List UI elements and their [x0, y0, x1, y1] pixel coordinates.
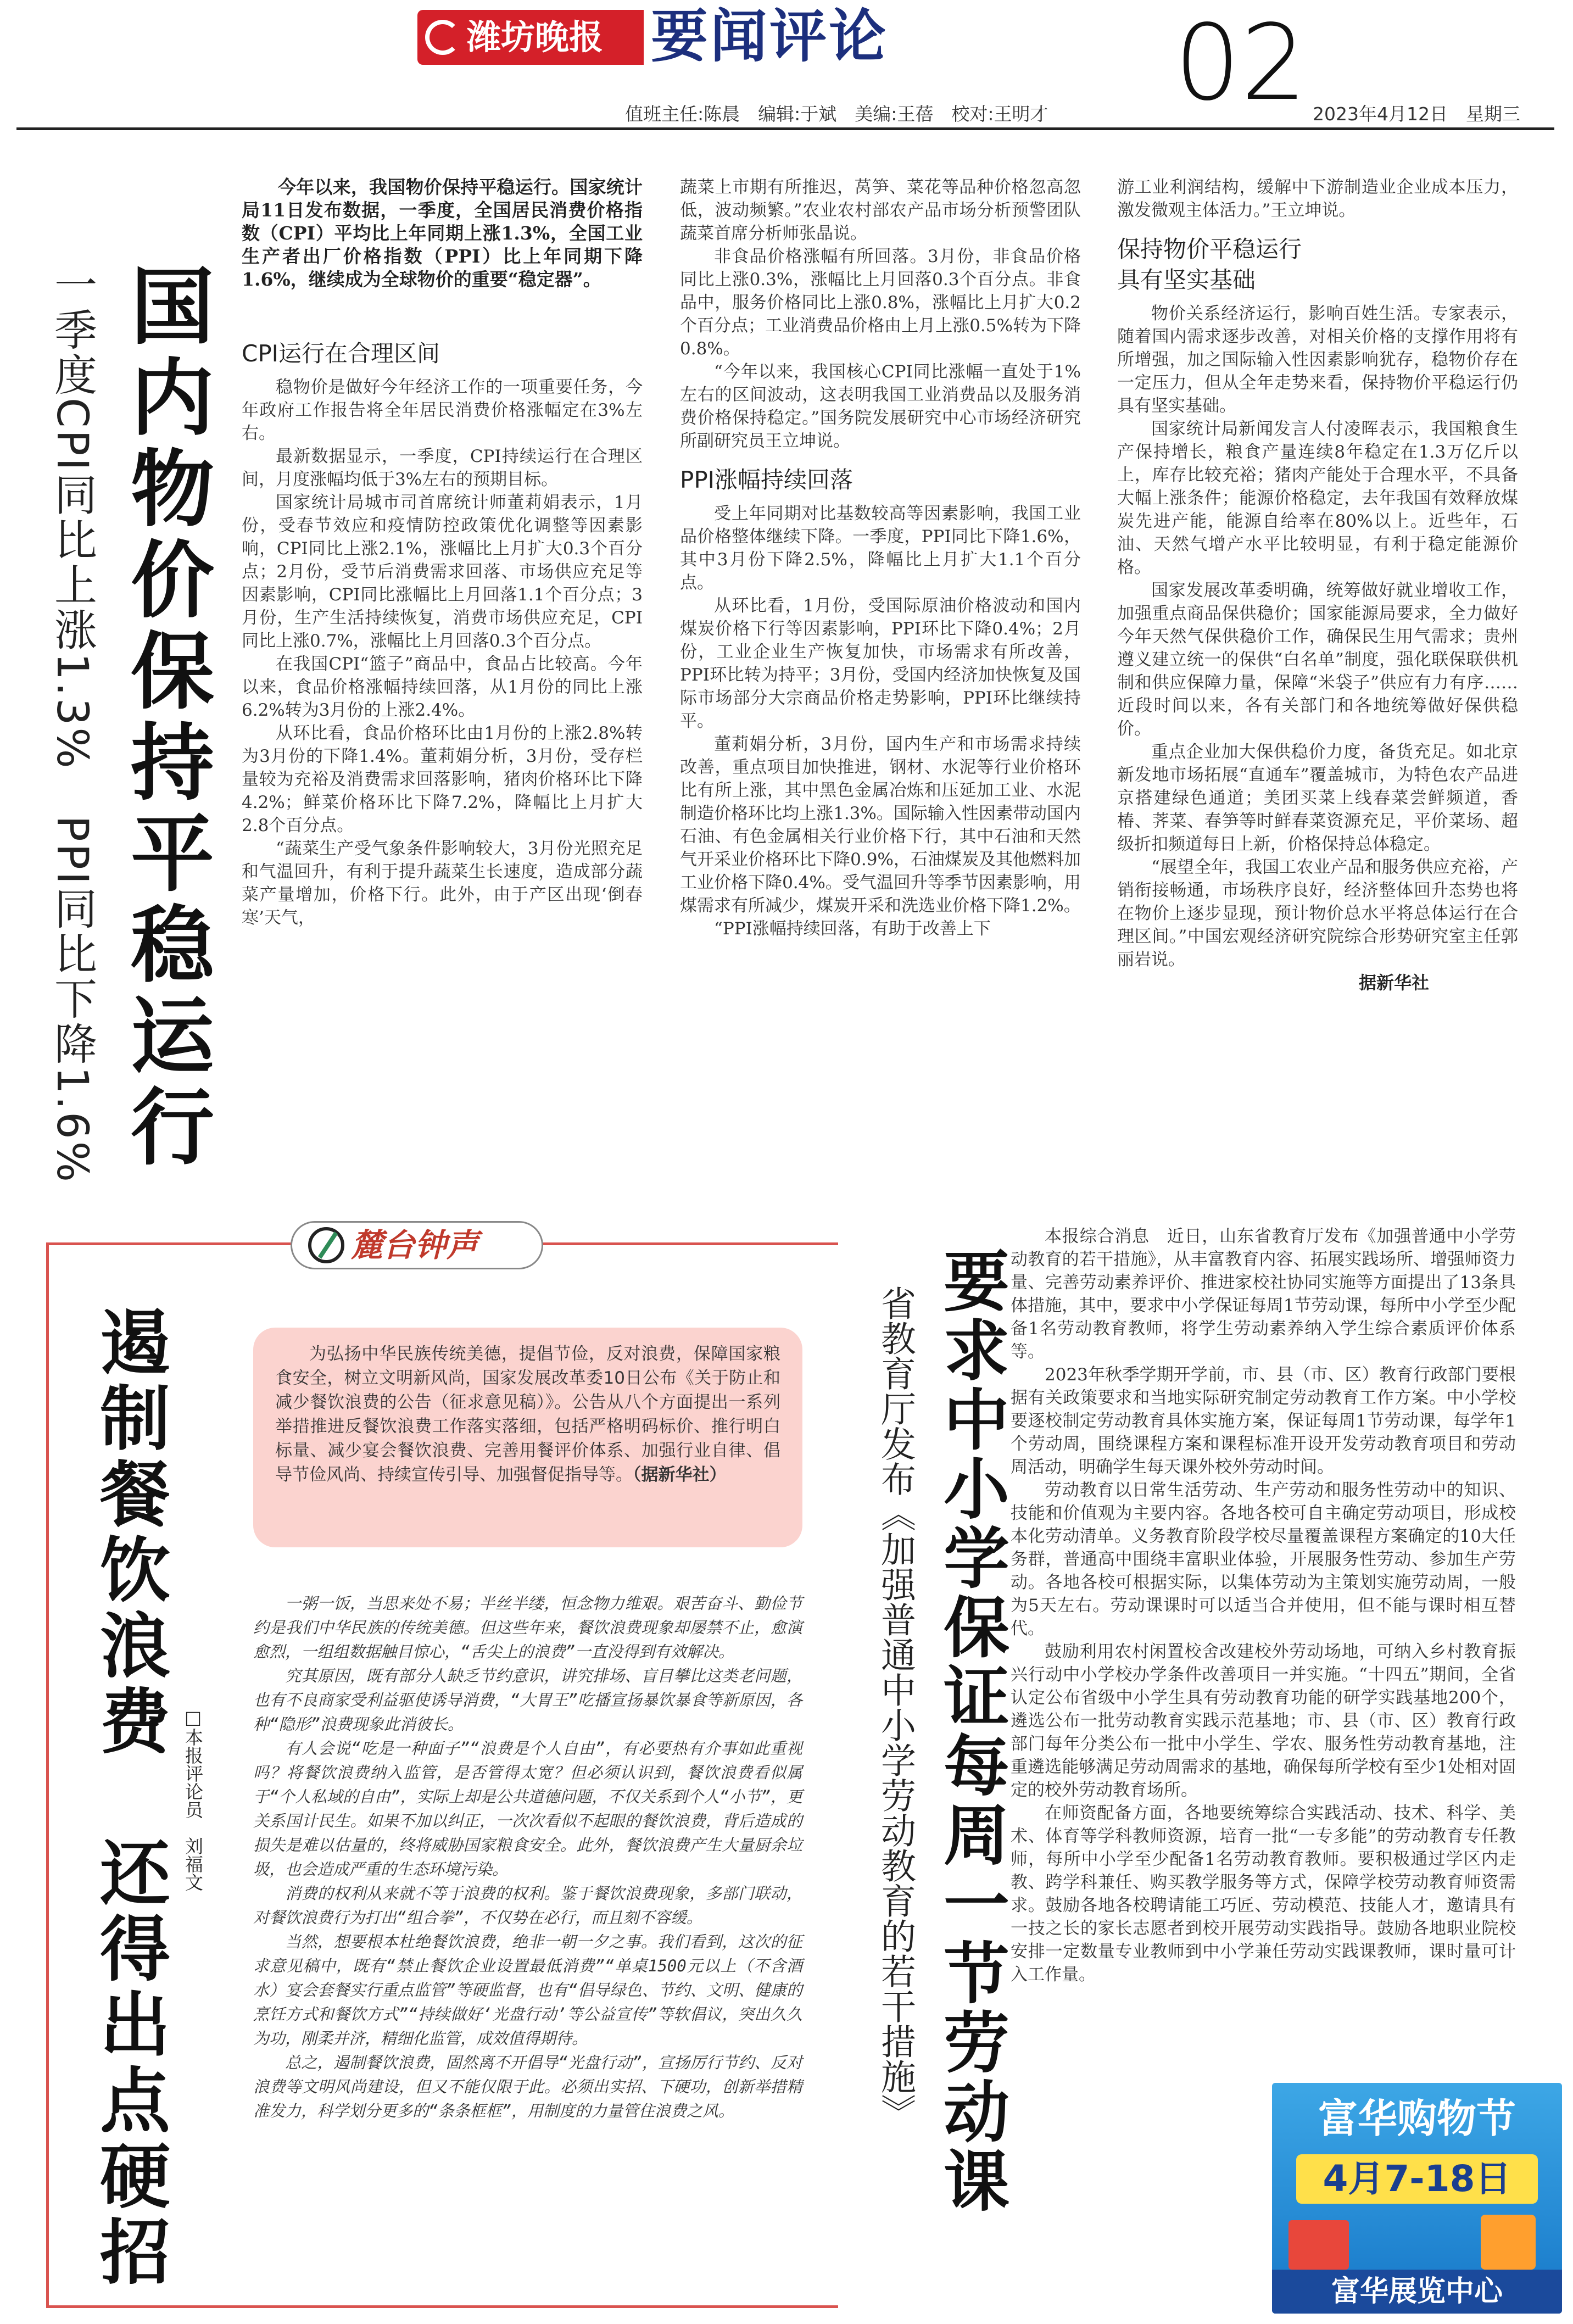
paragraph: 一粥一饭，当思来处不易；半丝半缕，恒念物力维艰。艰苦奋斗、勤俭节约是我们中华民族的传统美德。但这些年来，餐饮浪费现象却屡禁不止，愈演愈烈，一组组数据触目惊心，“舌尖上的浪费”一直没得到有效解决。 [253, 1594, 802, 1661]
paragraph: 物价关系经济运行，影响百姓生活。专家表示，随着国内需求逐步改善，对相关价格的支撑作用将有所增强，加之国际输入性因素影响犹存，稳物价存在一定压力，但从全年走势来看，保持物价平稳运行仍具有坚实基础。 [1117, 304, 1518, 416]
header-credits: 值班主任:陈晨 编辑:于斌 美编:王蓓 校对:王明才 [625, 103, 1048, 125]
paragraph: 稳物价是做好今年经济工作的一项重要任务，今年政府工作报告将全年居民消费价格涨幅定在3%左右。 [242, 377, 643, 443]
article1-subhead-basis-1: 保持物价平稳运行 [1117, 236, 1302, 263]
ad-title: 富华购物节 [1318, 2095, 1516, 2142]
article1-col3 [1117, 176, 1518, 994]
paragraph: 国家发展改革委明确，统筹做好就业增收工作，加强重点商品保供稳价；国家能源局要求，全力做好今年天然气保供稳价工作，确保民生用气需求；贵州遵义建立统一的保供“白名单”制度，强化联保联供机制和供应保障力量，保障“米袋子”供应有力有序……近段时间以来，各有关部门和各地统筹做好保供稳价。 [1117, 581, 1518, 739]
paragraph: 当然，想要根本杜绝餐饮浪费，绝非一朝一夕之事。我们看到，这次的征求意见稿中，既有“禁止餐饮企业设置最低消费”“单桌1500元以上（不含酒水）宴会套餐实行重点监管”等硬监督，也有“倡导绿色、节约、文明、健康的烹饪方式和餐饮方式”“持续做好‘光盘行动’等公益宣传”等软倡议，突出久久为功，刚柔并济，精细化监管，成效值得期待。 [253, 1932, 802, 2048]
ad-venue: 富华展览中心 [1272, 2270, 1562, 2314]
article2-headline: 要求中小学保证每周一节劳动课 [933, 1247, 1009, 2216]
gift-icon [1288, 2220, 1349, 2270]
commentary-box [46, 1227, 838, 2308]
paragraph: 在我国CPI“篮子”商品中，食品占比较高。今年以来，食品价格涨幅持续回落，从1月份的同比上涨6.2%转为3月份的上涨2.4%。 [242, 654, 643, 720]
paragraph: 受上年同期对比基数较高等因素影响，我国工业品价格整体继续下降。一季度，PPI同比下降1.6%，其中3月份下降2.5%，降幅比上月扩大1.1个百分点。 [680, 504, 1081, 593]
paragraph: 总之，遏制餐饮浪费，固然离不开倡导“光盘行动”，宣扬厉行节约、反对浪费等文明风尚建设，但又不能仅限于此。必须出实招、下硬功，创新举措精准发力，科学划分更多的“条条框框”，用制度的力量管住浪费之风。 [253, 2053, 802, 2120]
paragraph: 重点企业加大保供稳价力度，备货充足。如北京新发地市场拓展“直通车”覆盖城市，为特色农产品进京搭建绿色通道；美团买菜上线春菜尝鲜频道，香椿、荠菜、春笋等时鲜春菜资源充足，平价菜场、超级折扣频道每日上新，价格保持总体稳定。 [1117, 742, 1518, 854]
article1-source: 据新华社 [1359, 972, 1430, 993]
ad-dates: 4月7-18日 [1296, 2154, 1538, 2204]
article1-subheadline: 一季度CPI同比上涨1.3% PPI同比下降1.6% [47, 263, 97, 1184]
page-number: 02 [1174, 2, 1307, 124]
article1-subhead-cpi: CPI运行在合理区间 [242, 340, 440, 367]
article1-col2 [680, 176, 1081, 940]
commentary-headline: 遏制餐饮浪费 还得出点硬招 [88, 1306, 170, 2291]
article1-col1 [242, 176, 643, 929]
masthead-logo [417, 10, 644, 65]
pen-icon [307, 1223, 345, 1267]
paragraph: 非食品价格涨幅有所回落。3月份，非食品价格同比上涨0.3%，涨幅比上月回落0.3个百分点。非食品中，服务价格同比上涨0.8%，涨幅比上月扩大0.2个百分点；工业消费品价格由上月上涨0.5%转为下降0.8%。 [680, 247, 1081, 359]
header-date: 2023年4月12日 星期三 [1313, 103, 1520, 125]
paragraph: 有人会说“吃是一种面子”“浪费是个人自由”，有必要热有介事如此重视吗？将餐饮浪费纳入监管，是否管得太宽？但必须认识到，餐饮浪费看似属于“个人私域的自由”，实际上却是公共道德问题，不仅关系到个人“小节”，更关系国计民生。如果不加以纠正，一次次看似不起眼的餐饮浪费，背后造成的损失是难以估量的，终将威胁国家粮食安全。此外，餐饮浪费产生大量厨余垃圾，也会造成严重的生态环境污染。 [253, 1739, 802, 1879]
paragraph: 本报综合消息 近日，山东省教育厅发布《加强普通中小学劳动教育的若干措施》，从丰富教育内容、拓展实践场所、增强师资力量、完善劳动素养评价、推进家校社协同实施等方面提出了13条具体措施，其中，要求中小学保证每周1节劳动课，每所中小学至少配备1名劳动教育教师，将学生劳动素养纳入学生综合素质评价体系等。 [1011, 1227, 1516, 1362]
paragraph: 游工业利润结构，缓解中下游制造业企业成本压力，激发微观主体活力。”王立坤说。 [1117, 177, 1518, 220]
paragraph: 董莉娟分析，3月份，国内生产和市场需求持续改善，重点项目加快推进，钢材、水泥等行业价格环比有所上涨，其中黑色金属冶炼和压延加工业、水泥制造价格环比均上涨1.3%。国际输入性因素带动国内石油、有色金属相关行业价格下行，其中石油和天然气开采业价格环比下降0.9%，石油煤炭及其他燃料加工业价格下降0.4%。受气温回升等季节因素影响，用煤需求有所减少，煤炭开采和洗选业价格下降1.2%。 [680, 734, 1081, 916]
article2-subheadline: 省教育厅发布《加强普通中小学劳动教育的若干措施》 [875, 1285, 916, 2129]
note-text: 为弘扬中华民族传统美德，提倡节俭，反对浪费，保障国家粮食安全，树立文明新风尚，国家发展改革委10日公布《关于防止和减少餐饮浪费的公告（征求意见稿）》。公告从八个方面提出一系列举措推进反餐饮浪费工作落实落细，包括严格明码标价、推行明白标量、减少宴会餐饮浪费、完善用餐评价体系、加强行业自律、倡导节俭风尚、持续宣传引导、加强督促指导等。 [275, 1344, 780, 1485]
logo-swirl-icon [425, 20, 460, 55]
paragraph: “PPI涨幅持续回落，有助于改善上下 [714, 919, 991, 939]
paragraph: 鼓励利用农村闲置校舍改建校外劳动场地，可纳入乡村教育振兴行动中小学校办学条件改善项目一并实施。“十四五”期间，全省认定公布省级中小学生具有劳动教育功能的研学实践基地200个，遴选公布一批劳动教育实践示范基地；市、县（市、区）教育行政部门每年分类公布一批中小学生、学农、服务性劳动教育基地，注重遴选能够满足劳动周需求的基地，确保每所学校有至少1处相对固定的校外劳动教育场所。 [1011, 1642, 1516, 1800]
paragraph: 蔬菜上市期有所推迟，莴笋、菜花等品种价格忽高忽低，波动频繁。”农业农村部农产品市场分析预警团队蔬菜首席分析师张晶说。 [680, 177, 1081, 243]
article2-body [1011, 1225, 1516, 1986]
article1-subhead-basis-2: 具有坚实基础 [1117, 266, 1256, 293]
paper-name: 潍坊晚报 [467, 17, 604, 57]
paragraph: 2023年秋季学期开学前，市、县（市、区）教育行政部门要根据有关政策要求和当地实际研究制定劳动教育工作方案。中小学校要逐校制定劳动教育具体实施方案，保证每周1节劳动课，每学年1个劳动周，围绕课程方案和课程标准开设开发劳动教育项目和劳动周活动，明确学生每天课外校外劳动时间。 [1011, 1365, 1516, 1477]
paragraph: 消费的权利从来就不等于浪费的权利。鉴于餐饮浪费现象，多部门联动，对餐饮浪费行为打出“组合拳”，不仅势在必行，而且刻不容缓。 [253, 1884, 802, 1927]
article1-headline: 国内物价保持平稳运行 [117, 263, 214, 1174]
paragraph: “今年以来，我国核心CPI同比涨幅一直处于1%左右的区间波动，这表明我国工业消费品以及服务消费价格保持稳定。”国务院发展研究中心市场经济研究所副研究员王立坤说。 [680, 362, 1081, 451]
paragraph: 从环比看，1月份，受国际原油价格波动和国内煤炭价格下行等因素影响，PPI环比下降0.4%；2月份，工业企业生产恢复加快，市场需求有所改善，PPI环比转为持平；3月份，受国内经济加快恢复及国际市场部分大宗商品价格走势影响，PPI环比继续持平。 [680, 596, 1081, 731]
commentary-note [253, 1328, 802, 1547]
paragraph: 最新数据显示，一季度，CPI持续运行在合理区间，月度涨幅均低于3%左右的预期目标。 [242, 447, 643, 489]
paragraph: “展望全年，我国工农业产品和服务供应充裕，产销衔接畅通，市场秩序良好，经济整体回升态势也将在物价上逐步显现，预计物价总水平将总体运行在合理区间。”中国宏观经济研究院综合形势研究室主任郭丽岩说。 [1117, 857, 1518, 969]
shopping-festival-ad[interactable] [1272, 2083, 1562, 2314]
header-rule [16, 127, 1554, 130]
paragraph: 国家统计局城市司首席统计师董莉娟表示，1月份，受春节效应和疫情防控政策优化调整等因素影响，CPI同比上涨2.1%，涨幅比上月扩大0.3个百分点；2月份，受节后消费需求回落、市场供应充足等因素影响，CPI同比涨幅比上月回落1.1个百分点；3月份，生产生活持续恢复，消费市场供应充足，CPI同比上涨0.7%，涨幅比上月回落0.3个百分点。 [242, 493, 643, 651]
commentary-body [253, 1591, 802, 2123]
note-source: （据新华社） [633, 1465, 727, 1485]
paragraph: 在师资配备方面，各地要统筹综合实践活动、技术、科学、美术、体育等学科教师资源，培育一批“一专多能”的劳动教育专任教师，每所中小学至少配备1名劳动教育教师。要积极通过学区内走教、跨学科兼任、购买教学服务等方式，保障学校劳动教育师资需求。鼓励各地各校聘请能工巧匠、劳动模范、技能人才，邀请具有一技之长的家长志愿者到校开展劳动实践指导。鼓励各地职业院校安排一定数量专业教师到中小学兼任劳动实践课教师，课时量可计入工作量。 [1011, 1803, 1516, 1985]
paragraph: 从环比看，食品价格环比由1月份的上涨2.8%转为3月份的下降1.4%。董莉娟分析，3月份，受存栏量较为充裕及消费需求回落影响，猪肉价格环比下降4.2%；鲜菜价格环比下降7.2%，降幅比上月扩大2.8个百分点。 [242, 723, 643, 835]
paragraph: 劳动教育以日常生活劳动、生产劳动和服务性劳动中的知识、技能和价值观为主要内容。各地各校可自主确定劳动项目，形成校本化劳动清单。义务教育阶段学校尽量覆盖课程方案确定的10大任务群，普通高中围绕丰富职业体验，开展服务性劳动、参加生产劳动。各地各校可根据实际，以集体劳动为主策划实施劳动周，一般为5天左右。劳动课课时可以适当合并使用，但不能与课时相互替代。 [1011, 1480, 1516, 1638]
section-title: 要闻评论 [651, 3, 889, 70]
article1-subhead-ppi: PPI涨幅持续回落 [680, 466, 854, 493]
shopping-bag-icon [1481, 2215, 1536, 2270]
paragraph: 究其原因，既有部分人缺乏节约意识，讲究排场、盲目攀比这类老问题，也有不良商家受利益驱使诱导消费，“大胃王”吃播宣扬暴饮暴食等新原因，各种“隐形”浪费现象此消彼长。 [253, 1667, 802, 1734]
paragraph: “蔬菜生产受气象条件影响较大，3月份光照充足和气温回升，有利于提升蔬菜生长速度，造成部分蔬菜产量增加，价格下行。此外，由于产区出现‘倒春寒’天气， [242, 839, 643, 928]
commentary-byline: □本报评论员 刘福文 [182, 1707, 204, 1891]
paragraph: 国家统计局新闻发言人付凌晖表示，我国粮食生产保持增长，粮食产量连续8年稳定在1.3万亿斤以上，库存比较充裕；猪肉产能处于合理水平，不具备大幅上涨条件；能源价格稳定，去年我国有效释放煤炭先进产能，能源自给率在80%以上。近些年，石油、天然气增产水平比较明显，有利于稳定能源价格。 [1117, 419, 1518, 577]
article1-lead: 今年以来，我国物价保持平稳运行。国家统计局11日发布数据，一季度，全国居民消费价格指数（CPI）平均比上年同期上涨1.3%，全国工业生产者出厂价格指数（PPI）比上年同期下降1.6%，继续成为全球物价的重要“稳定器”。 [242, 176, 643, 290]
column-name: 麓台钟声 [351, 1227, 479, 1264]
